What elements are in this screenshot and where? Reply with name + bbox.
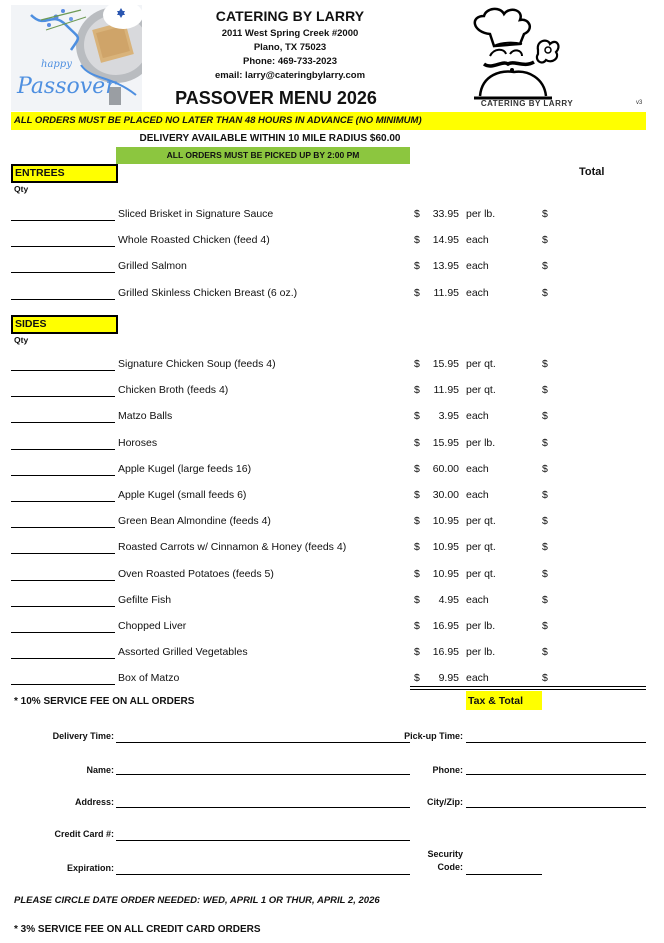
item-name: Whole Roasted Chicken (feed 4) <box>118 234 270 247</box>
item-name: Assorted Grilled Vegetables <box>118 646 248 659</box>
line-total-field[interactable]: $ <box>542 410 548 423</box>
entrees-section-header: ENTREES <box>11 164 118 183</box>
passover-header-image <box>11 5 142 111</box>
item-unit: each <box>466 286 489 299</box>
delivery-time-field[interactable] <box>116 742 410 743</box>
line-total-field[interactable]: $ <box>542 567 548 580</box>
line-total-field[interactable]: $ <box>542 593 548 606</box>
item-price: 3.95 <box>438 410 459 423</box>
price-currency: $ <box>414 410 420 423</box>
svg-text:happy: happy <box>41 59 72 70</box>
item-unit: per lb. <box>466 620 496 632</box>
address-line-1: 2011 West Spring Creek #2000 <box>221 28 359 39</box>
item-price: 9.95 <box>438 672 459 685</box>
item-name: Roasted Carrots w/ Cinnamon & Honey (feeds 4) <box>118 541 347 554</box>
address-line-2: Plano, TX 75023 <box>253 42 327 53</box>
expiration-label: Expiration: <box>66 863 114 873</box>
email-address[interactable]: email: larry@cateringbylarry.com <box>214 70 366 81</box>
phone-field[interactable] <box>466 774 646 775</box>
item-price: 11.95 <box>433 286 459 299</box>
line-total-field[interactable]: $ <box>542 672 548 685</box>
item-price: 11.95 <box>433 384 459 397</box>
line-total-field[interactable]: $ <box>542 436 548 449</box>
price-currency: $ <box>414 286 420 299</box>
credit-card-label: Credit Card #: <box>54 829 114 839</box>
item-name: Sliced Brisket in Signature Sauce <box>118 208 274 220</box>
item-name: Chopped Liver <box>118 620 187 632</box>
item-price: 10.95 <box>432 541 459 554</box>
quantity-field[interactable] <box>11 580 115 581</box>
price-currency: $ <box>414 462 420 475</box>
item-name: Apple Kugel (large feeds 16) <box>118 462 252 475</box>
quantity-field[interactable] <box>11 449 115 450</box>
logo-text: CATERING BY LARRY <box>480 99 574 108</box>
price-currency: $ <box>414 593 420 606</box>
item-price: 4.95 <box>438 593 459 606</box>
item-price: 33.95 <box>432 208 459 220</box>
chef-icon <box>462 4 592 104</box>
quantity-field[interactable] <box>11 422 115 423</box>
menu-item-row <box>0 591 664 611</box>
credit-card-fee-note: * 3% SERVICE FEE ON ALL CREDIT CARD ORDERS <box>14 924 261 935</box>
quantity-field[interactable] <box>11 220 115 221</box>
credit-card-field[interactable] <box>116 840 410 841</box>
item-name: Apple Kugel (small feeds 6) <box>118 489 247 501</box>
line-total-field[interactable]: $ <box>542 646 548 659</box>
item-price: 14.95 <box>432 234 459 247</box>
item-name: Grilled Skinless Chicken Breast (6 oz.) <box>118 286 298 299</box>
menu-item-row <box>0 205 664 225</box>
tax-total-label: Tax & Total <box>466 691 542 710</box>
delivery-notice: DELIVERY AVAILABLE WITHIN 10 MILE RADIUS $60.00 <box>139 133 401 144</box>
pickup-time-field[interactable] <box>466 742 646 743</box>
item-unit: per lb. <box>466 436 496 449</box>
quantity-field[interactable] <box>11 553 115 554</box>
item-unit: each <box>466 672 489 685</box>
menu-title: PASSOVER MENU 2026 <box>175 88 377 108</box>
item-unit: each <box>466 234 489 247</box>
line-total-field[interactable]: $ <box>542 260 548 273</box>
phone-number: Phone: 469-733-2023 <box>243 56 337 67</box>
sides-section-header: SIDES <box>11 315 118 334</box>
quantity-field[interactable] <box>11 632 115 633</box>
item-name: Chicken Broth (feeds 4) <box>118 384 229 397</box>
line-total-field[interactable]: $ <box>542 384 548 397</box>
line-total-field[interactable]: $ <box>542 541 548 554</box>
item-name: Gefilte Fish <box>118 593 172 606</box>
sides-qty-label: Qty <box>14 335 29 345</box>
price-currency: $ <box>414 541 420 554</box>
item-price: 15.95 <box>432 436 459 449</box>
item-unit: per qt. <box>466 567 496 580</box>
address-field[interactable] <box>116 807 410 808</box>
circle-date-instruction: PLEASE CIRCLE DATE ORDER NEEDED: WED, APRIL 1 OR THUR, APRIL 2, 2026 <box>14 895 380 906</box>
line-total-field[interactable]: $ <box>542 489 548 501</box>
price-currency: $ <box>414 260 420 273</box>
item-name: Oven Roasted Potatoes (feeds 5) <box>118 567 274 580</box>
item-name: Signature Chicken Soup (feeds 4) <box>118 358 276 370</box>
quantity-field[interactable] <box>11 658 115 659</box>
line-total-field[interactable]: $ <box>542 620 548 632</box>
version-label: v3 <box>636 100 643 106</box>
menu-item-row <box>0 460 664 480</box>
pickup-time-label: Pick-up Time: <box>404 731 463 741</box>
item-unit: each <box>466 410 489 423</box>
item-price: 10.95 <box>432 567 459 580</box>
menu-item-row <box>0 538 664 558</box>
name-label: Name: <box>86 765 114 775</box>
item-unit: per qt. <box>466 358 496 370</box>
item-price: 15.95 <box>432 358 459 370</box>
item-name: Green Bean Almondine (feeds 4) <box>118 515 271 528</box>
menu-item-row <box>0 355 664 375</box>
passover-illustration-icon <box>11 5 142 111</box>
item-price: 60.00 <box>432 462 459 475</box>
pickup-notice: ALL ORDERS MUST BE PICKED UP BY 2:00 PM <box>116 147 410 164</box>
item-unit: per qt. <box>466 515 496 528</box>
price-currency: $ <box>414 208 420 220</box>
item-price: 13.95 <box>432 260 459 273</box>
menu-item-row <box>0 381 664 401</box>
item-unit: each <box>466 593 489 606</box>
company-info <box>150 8 430 83</box>
item-price: 10.95 <box>432 515 459 528</box>
advance-order-text: ALL ORDERS MUST BE PLACED NO LATER THAN 48 HOURS IN ADVANCE (NO MINIMUM) <box>14 115 422 126</box>
address-label: Address: <box>74 797 114 807</box>
menu-item-row <box>0 434 664 454</box>
menu-item-row <box>0 565 664 585</box>
menu-item-row <box>0 643 664 663</box>
quantity-field[interactable] <box>11 501 115 502</box>
quantity-field[interactable] <box>11 684 115 685</box>
quantity-field[interactable] <box>11 272 115 273</box>
chef-logo <box>462 4 592 110</box>
city-zip-label: City/Zip: <box>427 797 463 807</box>
entrees-qty-label: Qty <box>14 184 29 194</box>
price-currency: $ <box>414 384 420 397</box>
line-total-field[interactable]: $ <box>542 208 548 220</box>
menu-item-row <box>0 512 664 532</box>
price-currency: $ <box>414 234 420 247</box>
price-currency: $ <box>414 436 420 449</box>
line-total-field[interactable]: $ <box>542 286 548 299</box>
item-unit: per qt. <box>466 541 496 554</box>
advance-order-banner <box>11 112 646 130</box>
menu-item-row <box>0 284 664 304</box>
security-code-label-line1: Security <box>427 849 463 859</box>
price-currency: $ <box>414 567 420 580</box>
quantity-field[interactable] <box>11 299 115 300</box>
item-price: 16.95 <box>432 646 459 659</box>
item-name: Matzo Balls <box>118 410 173 423</box>
price-currency: $ <box>414 515 420 528</box>
expiration-field[interactable] <box>116 874 410 875</box>
price-currency: $ <box>414 358 420 370</box>
name-field[interactable] <box>116 774 410 775</box>
menu-item-row <box>0 407 664 427</box>
item-unit: per lb. <box>466 208 496 220</box>
menu-item-row <box>0 231 664 251</box>
company-name: CATERING BY LARRY <box>215 8 365 24</box>
quantity-field[interactable] <box>11 246 115 247</box>
price-currency: $ <box>414 672 420 685</box>
service-fee-note: * 10% SERVICE FEE ON ALL ORDERS <box>14 696 195 707</box>
menu-item-row <box>0 617 664 637</box>
line-total-field[interactable]: $ <box>542 462 548 475</box>
security-code-label-line2: Code: <box>437 862 463 872</box>
item-unit: per lb. <box>466 646 496 659</box>
price-currency: $ <box>414 620 420 632</box>
item-unit: each <box>466 489 489 501</box>
menu-item-row <box>0 486 664 506</box>
item-unit: per qt. <box>466 384 496 397</box>
quantity-field[interactable] <box>11 370 115 371</box>
security-code-label <box>400 849 463 872</box>
quantity-field[interactable] <box>11 527 115 528</box>
quantity-field[interactable] <box>11 606 115 607</box>
line-total-field[interactable]: $ <box>542 515 548 528</box>
delivery-time-label: Delivery Time: <box>52 731 114 741</box>
security-code-field[interactable] <box>466 874 542 875</box>
total-double-underline <box>410 686 646 690</box>
quantity-field[interactable] <box>11 396 115 397</box>
menu-item-row <box>0 257 664 277</box>
item-unit: each <box>466 462 489 475</box>
item-price: 30.00 <box>432 489 459 501</box>
price-currency: $ <box>414 489 420 501</box>
item-name: Horoses <box>118 436 158 449</box>
line-total-field[interactable]: $ <box>542 358 548 370</box>
quantity-field[interactable] <box>11 475 115 476</box>
item-price: 16.95 <box>432 620 459 632</box>
svg-text:Passover: Passover <box>17 74 116 99</box>
city-zip-field[interactable] <box>466 807 646 808</box>
phone-label: Phone: <box>432 765 463 775</box>
item-name: Box of Matzo <box>118 672 180 685</box>
total-column-header: Total <box>579 166 605 178</box>
price-currency: $ <box>414 646 420 659</box>
item-name: Grilled Salmon <box>118 260 187 273</box>
line-total-field[interactable]: $ <box>542 234 548 247</box>
item-unit: each <box>466 260 489 273</box>
